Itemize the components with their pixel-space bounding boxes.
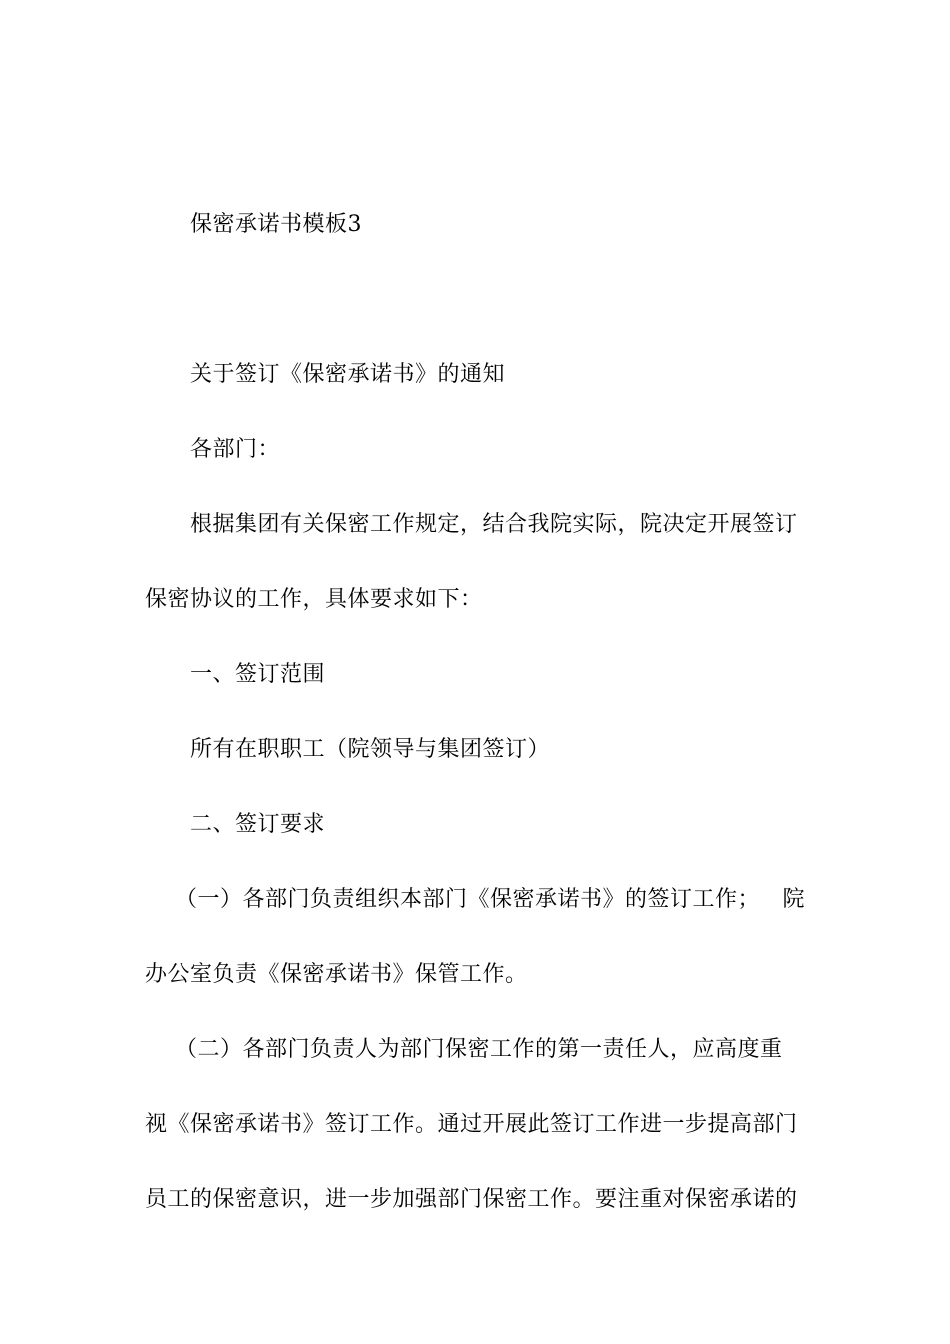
- section-2-heading: 二、签订要求: [190, 812, 326, 837]
- section-1-body: 所有在职职工（院领导与集团签订）: [190, 737, 551, 762]
- document-title: 保密承诺书模板3: [190, 212, 362, 237]
- item-1-line-1-end: 院: [782, 887, 805, 912]
- item-1-line-1-text: （一）各部门负责组织本部门《保密承诺书》的签订工作；: [175, 887, 761, 912]
- item-2-line-2: 视《保密承诺书》签订工作。通过开展此签订工作进一步提高部门: [145, 1112, 798, 1137]
- salutation: 各部门：: [190, 437, 281, 462]
- item-2-line-3: 员工的保密意识，进一步加强部门保密工作。要注重对保密承诺的: [145, 1187, 798, 1212]
- item-2-line-1: （二）各部门负责人为部门保密工作的第一责任人，应高度重: [175, 1037, 783, 1062]
- section-1-heading: 一、签订范围: [190, 662, 326, 687]
- item-1-line-1: [175, 885, 805, 915]
- item-1-line-2: 办公室负责《保密承诺书》保管工作。: [145, 962, 528, 987]
- notice-heading: 关于签订《保密承诺书》的通知: [190, 362, 506, 387]
- intro-paragraph-line-2: 保密协议的工作，具体要求如下：: [145, 587, 483, 612]
- intro-paragraph-line-1: 根据集团有关保密工作规定，结合我院实际，院决定开展签订: [190, 512, 798, 537]
